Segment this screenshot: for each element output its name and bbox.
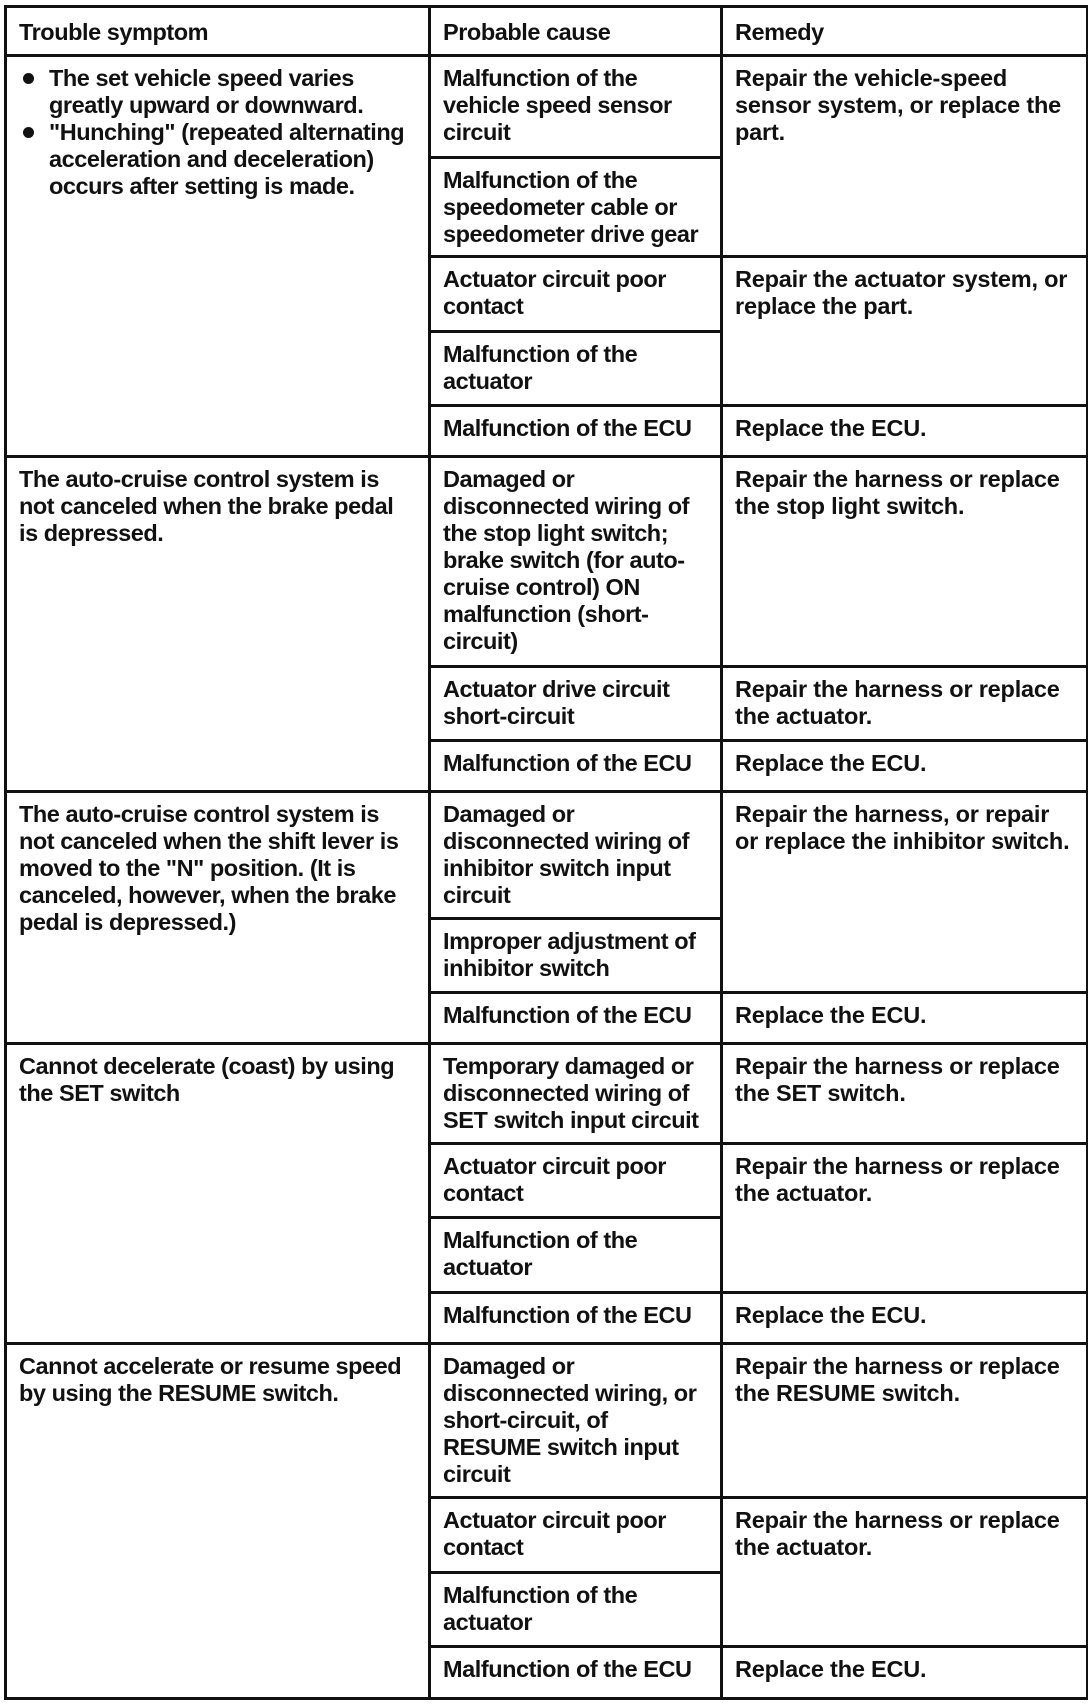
cause-cell: Improper adjustment of inhibitor switch — [430, 919, 722, 993]
cause-cell: Actuator circuit poor contact — [430, 1498, 722, 1572]
cause-cell: Actuator circuit poor contact — [430, 1144, 722, 1218]
remedy-cell: Replace the ECU. — [722, 1292, 1088, 1343]
remedy-cell: Repair the harness or replace the RESUME switch. — [722, 1343, 1088, 1498]
remedy-cell: Repair the harness or replace the SET switch. — [722, 1044, 1088, 1144]
symptom-bullet: The set vehicle speed varies greatly upward or downward. — [19, 65, 418, 119]
table-row — [6, 791, 1088, 918]
symptom-cell: The auto-cruise control system is not canceled when the brake pedal is depressed. — [6, 456, 430, 791]
remedy-cell: Repair the harness or replace the stop light switch. — [722, 456, 1088, 666]
cause-cell: Damaged or disconnected wiring, or short-circuit, of RESUME switch input circuit — [430, 1343, 722, 1498]
remedy-cell: Repair the harness, or repair or replace the inhibitor switch. — [722, 791, 1088, 993]
symptom-bullet-list — [19, 65, 418, 200]
header-row — [6, 7, 1088, 56]
cause-cell: Malfunction of the vehicle speed sensor circuit — [430, 55, 722, 157]
symptom-cell: Cannot decelerate (coast) by using the SET switch — [6, 1044, 430, 1343]
header-remedy: Remedy — [722, 7, 1088, 56]
remedy-cell: Repair the actuator system, or replace the part. — [722, 257, 1088, 406]
cause-cell: Actuator circuit poor contact — [430, 257, 722, 331]
cause-cell: Actuator drive circuit short-circuit — [430, 666, 722, 740]
cause-cell: Malfunction of the ECU — [430, 740, 722, 791]
cause-cell: Damaged or disconnected wiring of inhibitor switch input circuit — [430, 791, 722, 918]
cause-cell: Damaged or disconnected wiring of the stop light switch; brake switch (for auto-cruise control) ON malfunction (short-circuit) — [430, 456, 722, 666]
cause-cell: Malfunction of the actuator — [430, 1572, 722, 1646]
remedy-cell: Repair the harness or replace the actuator. — [722, 1498, 1088, 1647]
remedy-cell: Repair the vehicle-speed sensor system, or replace the part. — [722, 55, 1088, 257]
remedy-cell: Replace the ECU. — [722, 740, 1088, 791]
cause-cell: Malfunction of the speedometer cable or speedometer drive gear — [430, 157, 722, 257]
symptom-cell: The auto-cruise control system is not canceled when the shift lever is moved to the "N" position. (It is canceled, however, when the brake pedal is depressed.) — [6, 791, 430, 1043]
header-trouble-symptom: Trouble symptom — [6, 7, 430, 56]
remedy-cell: Repair the harness or replace the actuator. — [722, 666, 1088, 740]
cause-cell: Malfunction of the ECU — [430, 1646, 722, 1698]
cause-cell: Malfunction of the ECU — [430, 406, 722, 457]
cause-cell: Temporary damaged or disconnected wiring of SET switch input circuit — [430, 1044, 722, 1144]
header-probable-cause: Probable cause — [430, 7, 722, 56]
table-row — [6, 55, 1088, 157]
cause-cell: Malfunction of the actuator — [430, 1218, 722, 1292]
remedy-cell: Replace the ECU. — [722, 406, 1088, 457]
symptom-cell: Cannot accelerate or resume speed by using the RESUME switch. — [6, 1343, 430, 1698]
table-row — [6, 456, 1088, 666]
troubleshooting-table — [4, 5, 1088, 1700]
table-row — [6, 1343, 1088, 1498]
cause-cell: Malfunction of the actuator — [430, 331, 722, 405]
remedy-cell: Repair the harness or replace the actuator. — [722, 1144, 1088, 1293]
table-row — [6, 1044, 1088, 1144]
symptom-cell — [6, 55, 430, 456]
symptom-bullet: "Hunching" (repeated alternating acceleration and deceleration) occurs after setting is made. — [19, 119, 418, 200]
remedy-cell: Replace the ECU. — [722, 993, 1088, 1044]
remedy-cell: Replace the ECU. — [722, 1646, 1088, 1698]
cause-cell: Malfunction of the ECU — [430, 993, 722, 1044]
cause-cell: Malfunction of the ECU — [430, 1292, 722, 1343]
